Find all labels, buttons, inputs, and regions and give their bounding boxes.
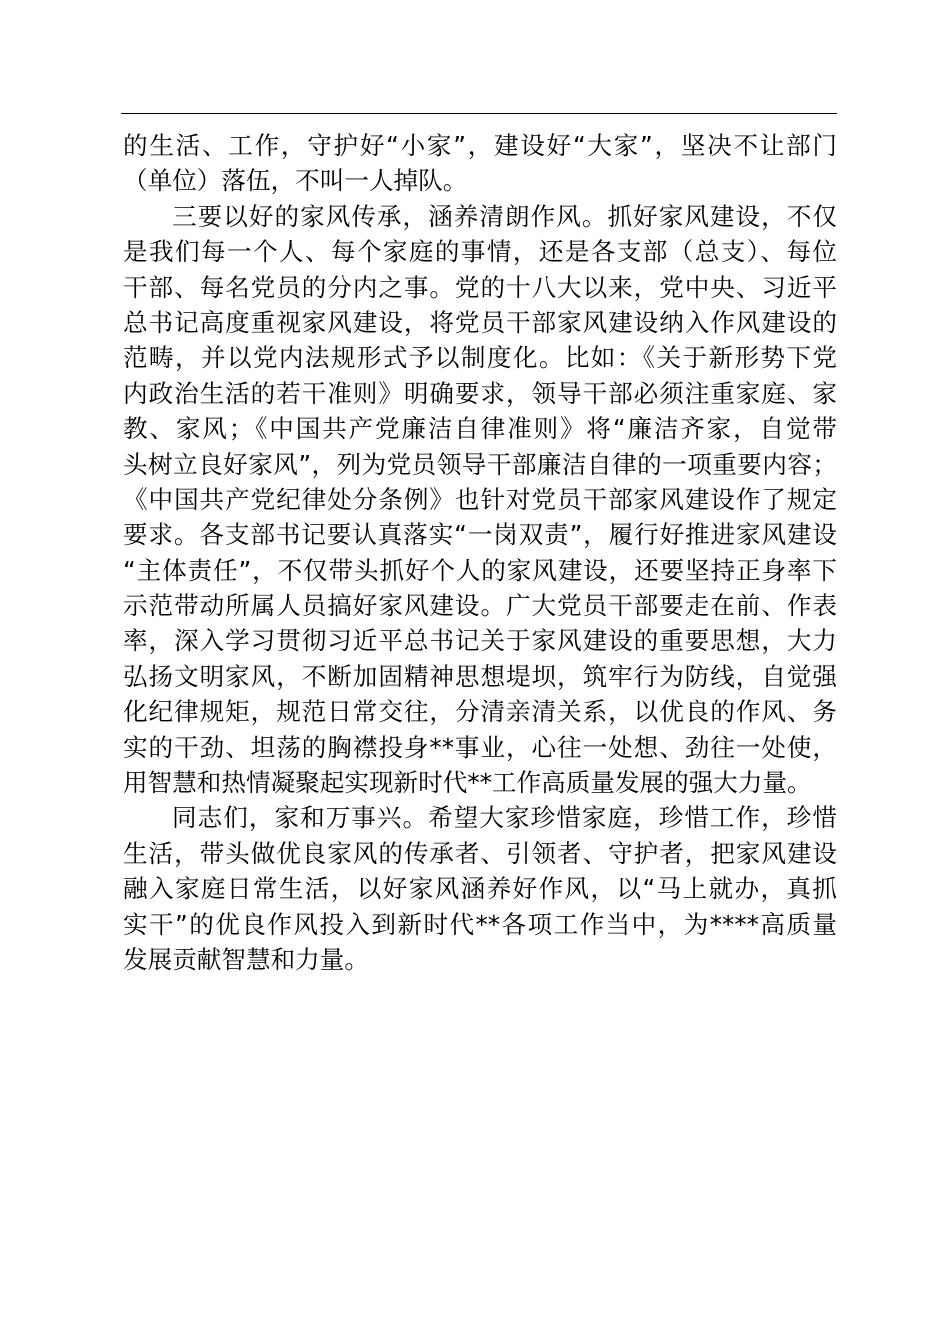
text-line: 生活，带头做优良家风的传承者、引领者、守护者，把家风建设: [123, 838, 837, 868]
text-line: 示范带动所属人员搞好家风建设。广大党员干部要走在前、作表: [123, 591, 837, 621]
text-line: “主体责任”，不仅带头抓好个人的家风建设，还要坚持正身率下: [123, 555, 837, 585]
text-line: 是我们每一个人、每个家庭的事情，还是各支部（总支）、每位: [123, 237, 837, 267]
text-line: 《中国共产党纪律处分条例》也针对党员干部家风建设作了规定: [123, 484, 837, 514]
text-line: 的生活、工作，守护好“小家”，建设好“大家”，坚决不让部门: [123, 131, 837, 160]
text-line: 融入家庭日常生活，以好家风涵养好作风，以“马上就办，真抓: [123, 874, 837, 904]
text-line: 总书记高度重视家风建设，将党员干部家风建设纳入作风建设的: [123, 307, 837, 337]
paragraph-first-line: 三要以好的家风传承，涵养清朗作风。抓好家风建设，不仅: [172, 201, 837, 231]
text-line: 范畴，并以党内法规形式予以制度化。比如：《关于新形势下党: [123, 343, 837, 373]
text-line: 要求。各支部书记要认真落实“一岗双责”，履行好推进家风建设: [123, 520, 837, 550]
text-line: 教、家风；《中国共产党廉洁自律准则》将“廉洁齐家，自觉带: [123, 414, 837, 444]
document-body: [123, 128, 837, 977]
text-line: 实干”的优良作风投入到新时代**各项工作当中，为****高质量: [123, 909, 837, 939]
text-line: 干部、每名党员的分内之事。党的十八大以来，党中央、习近平: [123, 272, 837, 302]
text-line: 率，深入学习贯彻习近平总书记关于家风建设的重要思想，大力: [123, 626, 837, 656]
text-line: 发展贡献智慧和力量。: [123, 944, 369, 974]
text-line: 化纪律规矩，规范日常交往，分清亲清关系，以优良的作风、务: [123, 697, 837, 727]
paragraph-first-line: 同志们，家和万事兴。希望大家珍惜家庭，珍惜工作，珍惜: [172, 803, 837, 833]
text-line: 头树立良好家风”，列为党员领导干部廉洁自律的一项重要内容；: [123, 449, 837, 479]
text-line: 用智慧和热情凝聚起实现新时代**工作高质量发展的强大力量。: [123, 768, 812, 798]
text-line: （单位）落伍，不叫一人掉队。: [123, 166, 468, 196]
text-line: 实的干劲、坦荡的胸襟投身**事业，心往一处想、劲往一处使，: [123, 732, 837, 762]
header-rule: [121, 113, 837, 114]
text-line: 弘扬文明家风，不断加固精神思想堤坝，筑牢行为防线，自觉强: [123, 661, 837, 691]
text-line: 内政治生活的若干准则》明确要求，领导干部必须注重家庭、家: [123, 378, 837, 408]
